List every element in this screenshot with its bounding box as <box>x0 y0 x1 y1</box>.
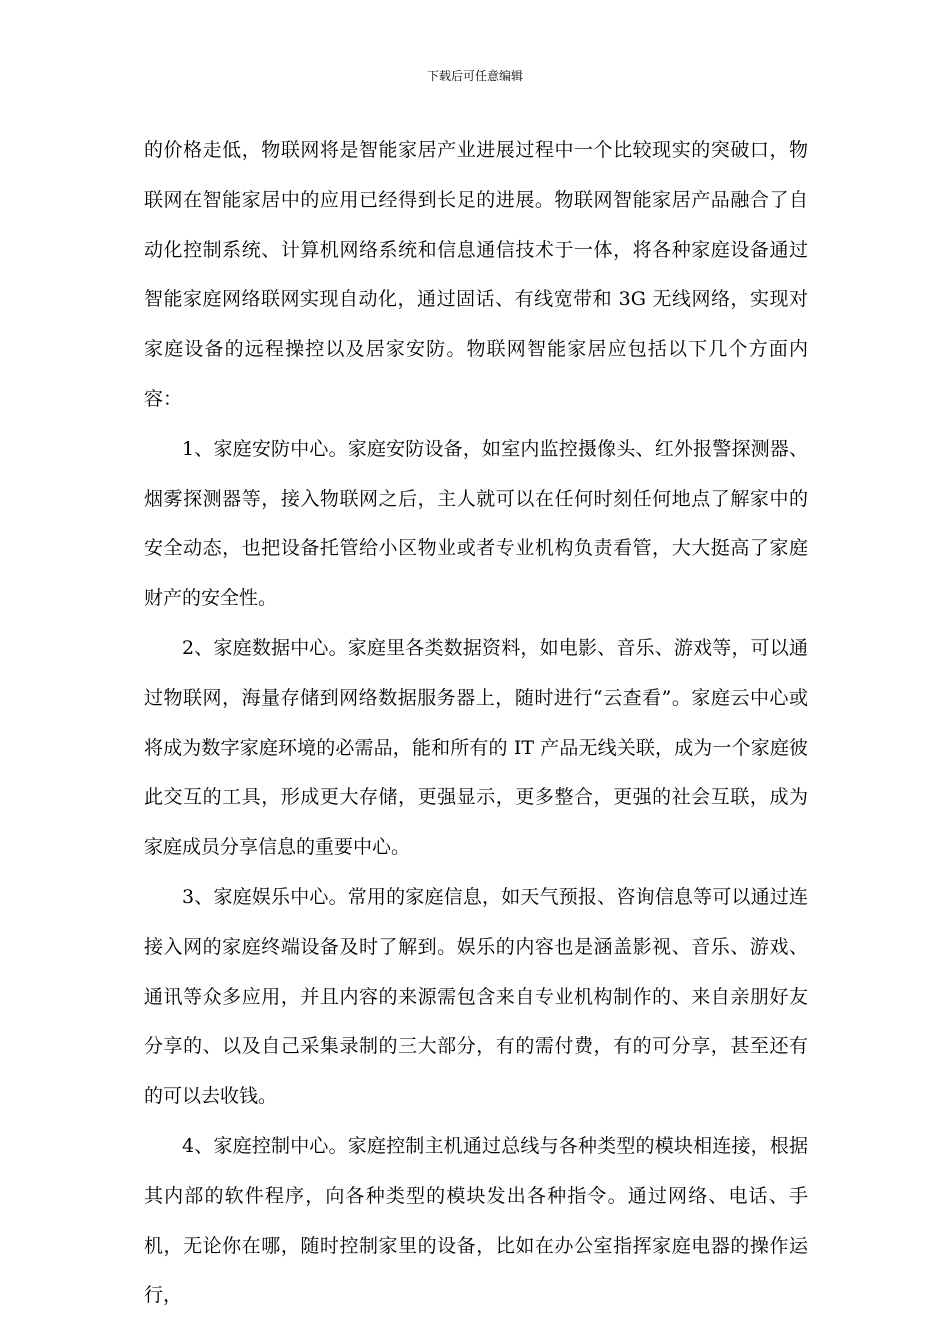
paragraph-intro: 的价格走低，物联网将是智能家居产业进展过程中一个比较现实的突破口，物联网在智能家居中的应用已经得到长足的进展。物联网智能家居产品融合了自动化控制系统、计算机网络系统和信息通信技术于一体，将各种家庭设备通过智能家庭网络联网实现自动化，通过固话、有线宽带和 3G 无线网络，实现对家庭设备的远程操控以及居家安防。物联网智能家居应包括以下几个方面内容： <box>144 139 808 410</box>
page-header-note: 下载后可任意编辑 <box>426 69 523 83</box>
document-body <box>144 126 808 1321</box>
paragraph-control-center: 4、家庭控制中心。家庭控制主机通过总线与各种类型的模块相连接，根据其内部的软件程序，向各种类型的模块发出各种指令。通过网络、电话、手机，无论你在哪，随时控制家里的设备，比如在办公室指挥家庭电器的操作运行， <box>144 1134 808 1307</box>
paragraph-entertainment-center: 3、家庭娱乐中心。常用的家庭信息，如天气预报、咨询信息等可以通过连接入网的家庭终端设备及时了解到。娱乐的内容也是涵盖影视、音乐、游戏、通讯等众多应用，并且内容的来源需包含来自专业机构制作的、来自亲朋好友分享的、以及自己采集录制的三大部分，有的需付费，有的可分享，甚至还有的可以去收钱。 <box>144 885 808 1108</box>
paragraph-security-center: 1、家庭安防中心。家庭安防设备，如室内监控摄像头、红外报警探测器、烟雾探测器等，接入物联网之后，主人就可以在任何时刻任何地点了解家中的安全动态，也把设备托管给小区物业或者专业机构负责看管，大大挺高了家庭财产的安全性。 <box>144 437 808 610</box>
paragraph-data-center: 2、家庭数据中心。家庭里各类数据资料，如电影、音乐、游戏等，可以通过物联网，海量存储到网络数据服务器上，随时进行“云查看”。家庭云中心或将成为数字家庭环境的必需品，能和所有的 IT 产品无线关联，成为一个家庭彼此交互的工具，形成更大存储，更强显示，更多整合，更强的社会互联，成为家庭成员分享信息的重要中心。 <box>144 636 808 859</box>
